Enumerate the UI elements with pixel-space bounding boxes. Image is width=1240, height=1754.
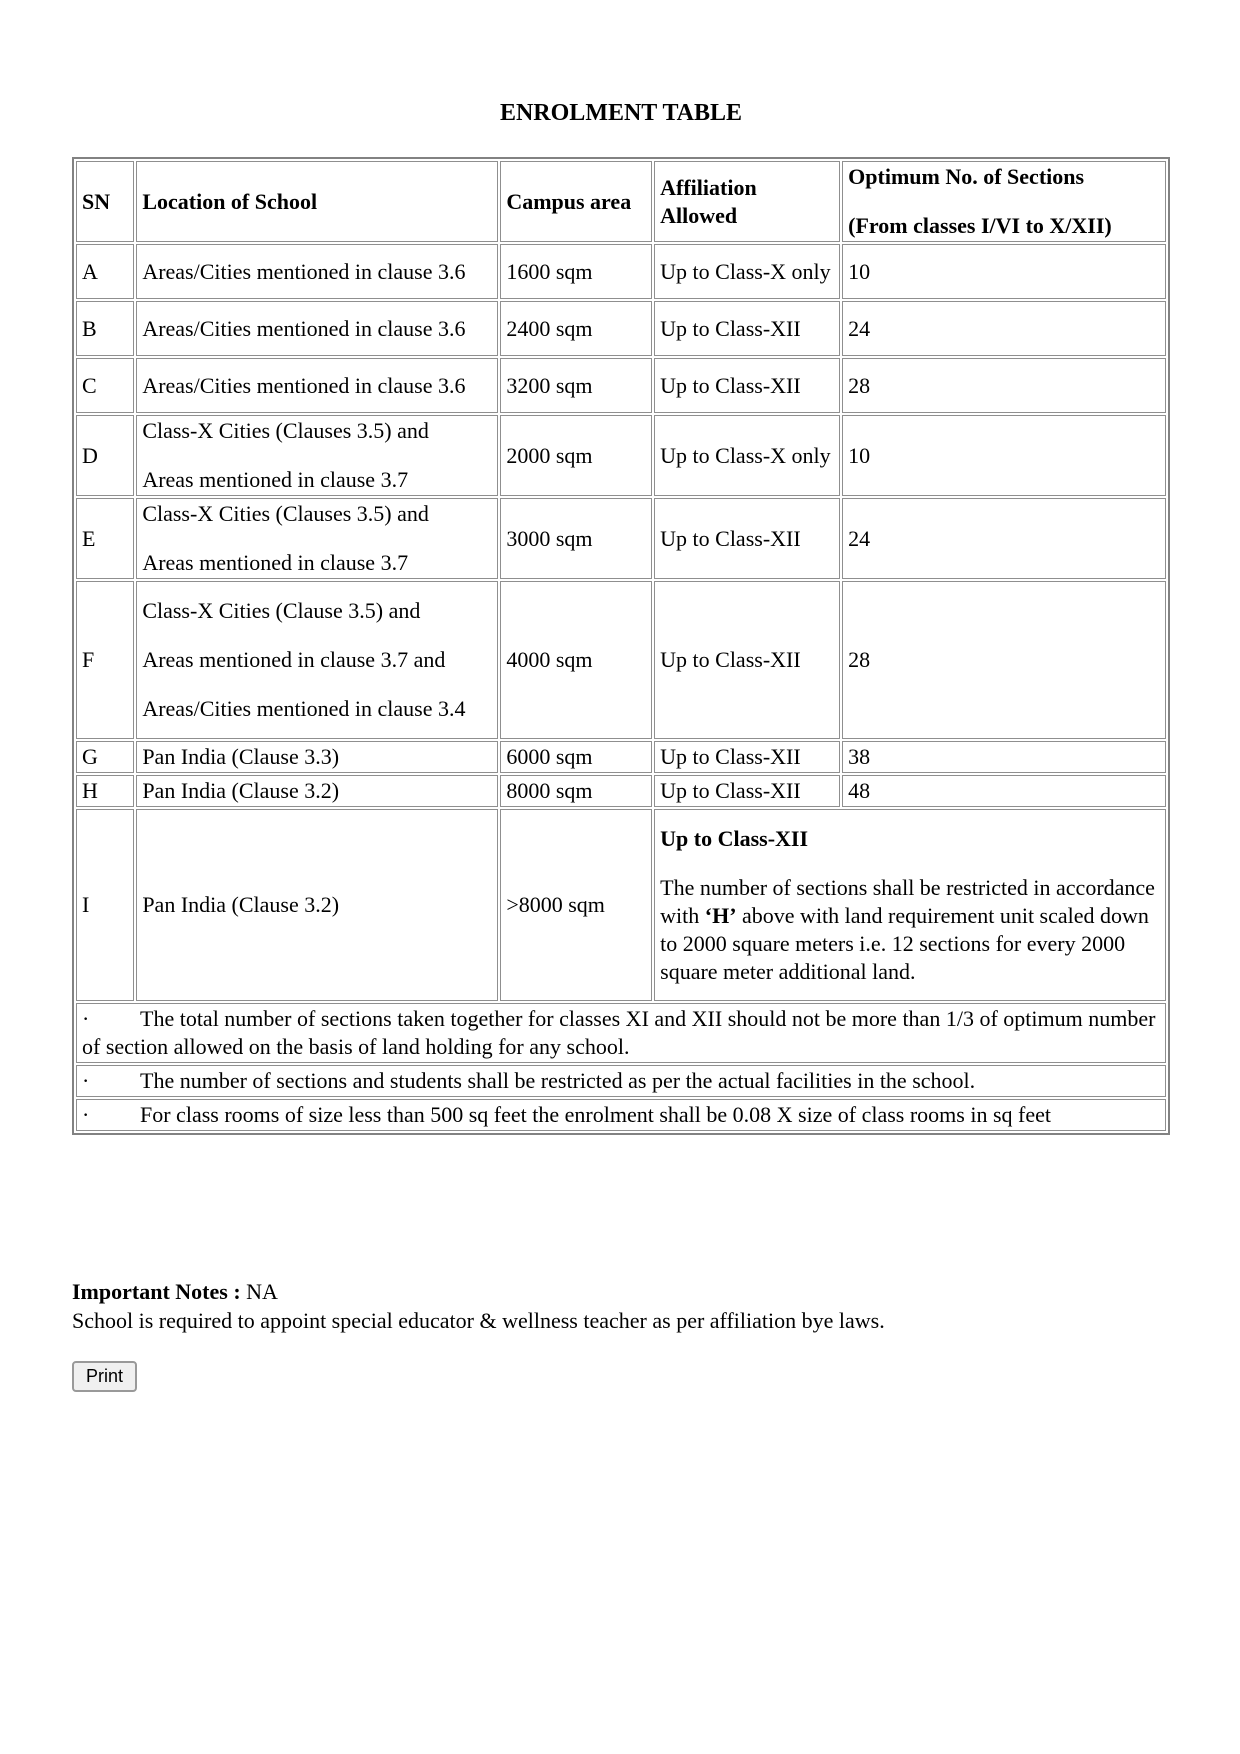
cell-optimum: 10 xyxy=(842,415,1166,496)
cell-affiliation: Up to Class-XII xyxy=(654,581,840,739)
cell-campus: >8000 sqm xyxy=(500,809,652,1001)
cell-campus: 3000 sqm xyxy=(500,498,652,579)
cell-affiliation: Up to Class-X only xyxy=(654,415,840,496)
page-title: ENROLMENT TABLE xyxy=(499,100,743,126)
merged-cell-body: The number of sections shall be restricted in accordance with ‘H’ above with land requirement unit scaled down to 2000 square meters i.e. 12 sections for every 2000 square meter additional land. xyxy=(660,874,1155,984)
cell-sn: H xyxy=(76,775,134,807)
important-notes-line xyxy=(72,1277,1172,1306)
bullet-icon: · xyxy=(82,1102,90,1127)
important-notes-value: NA xyxy=(240,1279,278,1304)
cell-campus: 4000 sqm xyxy=(500,581,652,739)
col-header-campus: Campus area xyxy=(500,161,652,242)
cell-affiliation: Up to Class-X only xyxy=(654,244,840,299)
table-row-d xyxy=(76,415,1166,496)
cell-campus: 1600 sqm xyxy=(500,244,652,299)
cell-sn: C xyxy=(76,358,134,413)
cell-affiliation-merged xyxy=(654,809,1166,1001)
note-row-2 xyxy=(76,1065,1166,1097)
cell-sn: D xyxy=(76,415,134,496)
col-header-sn: SN xyxy=(76,161,134,242)
merged-cell-title: Up to Class-XII xyxy=(660,825,809,851)
table-row-h xyxy=(76,775,1166,807)
cell-affiliation: Up to Class-XII xyxy=(654,741,840,773)
cell-campus: 8000 sqm xyxy=(500,775,652,807)
cell-campus: 3200 sqm xyxy=(500,358,652,413)
table-row-i xyxy=(76,809,1166,1001)
cell-location: Areas/Cities mentioned in clause 3.6 xyxy=(136,244,498,299)
note-text: For class rooms of size less than 500 sq feet the enrolment shall be 0.08 X size of class rooms in sq feet xyxy=(140,1102,1051,1127)
col-header-affiliation: Affiliation Allowed xyxy=(654,161,840,242)
cell-location: Class-X Cities (Clauses 3.5) and Areas mentioned in clause 3.7 xyxy=(136,415,498,496)
cell-optimum: 28 xyxy=(842,358,1166,413)
cell-campus: 2400 sqm xyxy=(500,301,652,356)
cell-affiliation: Up to Class-XII xyxy=(654,498,840,579)
cell-sn: I xyxy=(76,809,134,1001)
cell-location: Areas/Cities mentioned in clause 3.6 xyxy=(136,358,498,413)
cell-location: Pan India (Clause 3.2) xyxy=(136,809,498,1001)
cell-optimum: 28 xyxy=(842,581,1166,739)
col-header-location: Location of School xyxy=(136,161,498,242)
note-row-3 xyxy=(76,1099,1166,1131)
enrolment-table xyxy=(72,157,1170,1135)
table-row-b xyxy=(76,301,1166,356)
col-header-optimum xyxy=(842,161,1166,242)
optimum-header-line2: (From classes I/VI to X/XII) xyxy=(848,213,1112,238)
table-row-a xyxy=(76,244,1166,299)
note-text: The total number of sections taken together for classes XI and XII should not be more than 1/3 of optimum number of section allowed on the basis of land holding for any school. xyxy=(82,1006,1156,1059)
bold-h-ref: ‘H’ xyxy=(704,902,737,928)
cell-campus: 2000 sqm xyxy=(500,415,652,496)
school-note: School is required to appoint special educator & wellness teacher as per affiliation bye laws. xyxy=(72,1308,885,1333)
note-row-1 xyxy=(76,1003,1166,1063)
cell-sn: E xyxy=(76,498,134,579)
note-cell-2 xyxy=(76,1065,1166,1097)
cell-optimum: 48 xyxy=(842,775,1166,807)
cell-location: Class-X Cities (Clause 3.5) and Areas mentioned in clause 3.7 and Areas/Cities mentioned in clause 3.4 xyxy=(136,581,498,739)
cell-location: Pan India (Clause 3.2) xyxy=(136,775,498,807)
cell-location: Areas/Cities mentioned in clause 3.6 xyxy=(136,301,498,356)
cell-affiliation: Up to Class-XII xyxy=(654,358,840,413)
cell-sn: B xyxy=(76,301,134,356)
table-row-c xyxy=(76,358,1166,413)
table-row-g xyxy=(76,741,1166,773)
table-row-e xyxy=(76,498,1166,579)
cell-optimum: 38 xyxy=(842,741,1166,773)
cell-location: Pan India (Clause 3.3) xyxy=(136,741,498,773)
cell-campus: 6000 sqm xyxy=(500,741,652,773)
cell-sn: G xyxy=(76,741,134,773)
cell-sn: F xyxy=(76,581,134,739)
cell-location: Class-X Cities (Clauses 3.5) and Areas mentioned in clause 3.7 xyxy=(136,498,498,579)
bullet-icon: · xyxy=(82,1006,90,1031)
table-row-f xyxy=(76,581,1166,739)
cell-sn: A xyxy=(76,244,134,299)
important-notes-label: Important Notes : xyxy=(72,1279,241,1304)
cell-affiliation: Up to Class-XII xyxy=(654,775,840,807)
note-cell-1 xyxy=(76,1003,1166,1063)
optimum-header-line1: Optimum No. of Sections xyxy=(848,164,1085,189)
print-button[interactable]: Print xyxy=(72,1361,137,1392)
cell-affiliation: Up to Class-XII xyxy=(654,301,840,356)
note-cell-3 xyxy=(76,1099,1166,1131)
header-row xyxy=(76,161,1166,242)
cell-optimum: 24 xyxy=(842,498,1166,579)
bullet-icon: · xyxy=(82,1068,90,1093)
note-text: The number of sections and students shall be restricted as per the actual facilities in the school. xyxy=(140,1068,976,1093)
spacer xyxy=(72,1135,1172,1277)
cell-optimum: 10 xyxy=(842,244,1166,299)
cell-optimum: 24 xyxy=(842,301,1166,356)
